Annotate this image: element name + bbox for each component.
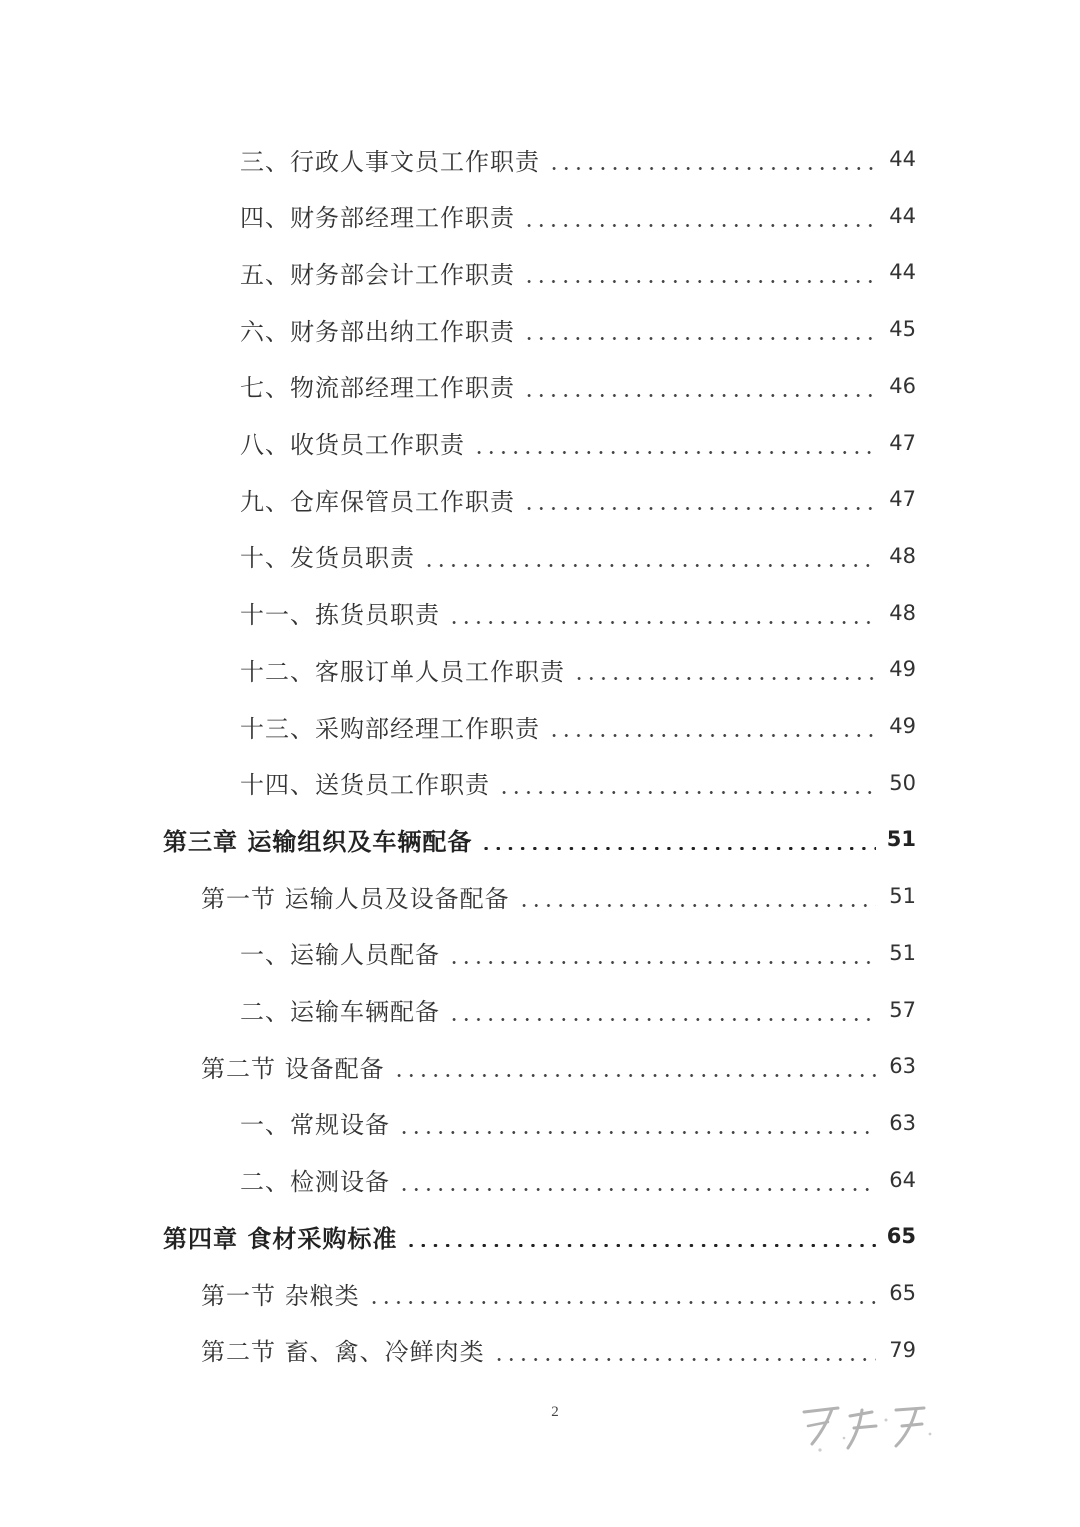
dot-leader	[523, 358, 876, 414]
toc-entry-title: 十三、采购部经理工作职责	[240, 714, 540, 743]
toc-entry[interactable]	[240, 925, 916, 981]
dot-leader	[368, 1265, 876, 1321]
toc-entry[interactable]	[240, 585, 916, 641]
dot-leader	[493, 1322, 876, 1378]
dot-leader	[448, 585, 876, 641]
toc-chapter-entry[interactable]	[163, 811, 916, 867]
dot-leader	[523, 471, 876, 527]
toc-section-entry[interactable]	[201, 1038, 916, 1094]
toc-entry-page: 79	[889, 1337, 916, 1362]
dot-leader	[548, 698, 876, 754]
toc-entry[interactable]	[240, 1095, 916, 1151]
toc-entry[interactable]	[240, 755, 916, 811]
toc-entry-title: 第三章 运输组织及车辆配备	[163, 826, 473, 856]
dot-leader	[498, 755, 876, 811]
toc-entry-title: 一、运输人员配备	[240, 941, 440, 970]
toc-entry-page: 51	[889, 940, 916, 965]
toc-entry-title: 第一节 杂粮类	[201, 1281, 360, 1310]
dot-leader	[573, 641, 876, 697]
page-number: 2	[551, 1404, 559, 1420]
toc-chapter-entry[interactable]	[163, 1208, 916, 1264]
toc-section-entry[interactable]	[201, 1265, 916, 1321]
toc-entry-page: 44	[889, 203, 916, 228]
toc-entry-page: 46	[889, 373, 916, 398]
toc-entry[interactable]	[240, 471, 916, 527]
toc-entry-page: 47	[889, 430, 916, 455]
toc-entry-page: 49	[889, 714, 916, 738]
dot-leader	[448, 925, 876, 981]
toc-entry-title: 一、常规设备	[240, 1111, 390, 1140]
dot-leader	[398, 1152, 876, 1208]
dot-leader	[523, 244, 876, 300]
toc-entry[interactable]	[240, 528, 916, 584]
toc-entry-title: 八、收货员工作职责	[240, 431, 465, 459]
dot-leader	[398, 1095, 876, 1151]
toc-entry-title: 四、财务部经理工作职责	[240, 204, 515, 233]
toc-entry[interactable]	[240, 982, 916, 1038]
dot-leader	[405, 1208, 876, 1264]
dot-leader	[518, 868, 876, 924]
toc-entry[interactable]	[240, 358, 916, 414]
toc-entry-page: 49	[889, 657, 916, 682]
toc-entry-page: 51	[886, 827, 916, 852]
toc-entry-title: 十、发货员职责	[240, 544, 415, 573]
toc-entry-title: 六、财务部出纳工作职责	[240, 317, 515, 346]
toc-entry-page: 44	[889, 260, 916, 285]
dot-leader	[473, 415, 876, 471]
dot-leader	[393, 1038, 876, 1094]
toc-entry-page: 57	[889, 997, 916, 1022]
dot-leader	[523, 188, 876, 244]
toc-entry-title: 三、行政人事文员工作职责	[240, 147, 540, 176]
toc-entry-page: 63	[889, 1110, 916, 1135]
toc-entry-page: 45	[889, 317, 916, 342]
toc-section-entry[interactable]	[201, 1322, 916, 1378]
toc-entry-page: 64	[889, 1167, 916, 1192]
toc-entry-title: 第四章 食材采购标准	[163, 1223, 398, 1253]
toc-entry-title: 十二、客服订单人员工作职责	[240, 657, 565, 686]
watermark-logo	[798, 1398, 938, 1456]
toc-entry-title: 第一节 运输人员及设备配备	[201, 884, 510, 913]
toc-entry[interactable]	[240, 415, 916, 471]
dot-leader	[423, 528, 876, 584]
toc-entry-title: 五、财务部会计工作职责	[240, 260, 515, 289]
toc-entry-title: 十一、拣货员职责	[240, 601, 440, 630]
toc-entry-title: 九、仓库保管员工作职责	[240, 487, 515, 516]
toc-entry-page: 44	[889, 147, 916, 171]
dot-leader	[523, 301, 876, 357]
dot-leader	[448, 982, 876, 1038]
toc-entry-title: 第二节 设备配备	[201, 1054, 385, 1083]
dot-leader	[480, 811, 876, 867]
toc-section-entry[interactable]	[201, 868, 916, 924]
toc-entry-page: 65	[886, 1224, 916, 1249]
toc-entry-title: 十四、送货员工作职责	[240, 771, 490, 800]
toc-entry-title: 二、检测设备	[240, 1168, 390, 1197]
toc-entry[interactable]	[240, 1152, 916, 1208]
toc-entry-page: 51	[889, 884, 916, 909]
toc-entry-title: 第二节 畜、禽、冷鲜肉类	[201, 1338, 485, 1367]
toc-entry-page: 47	[889, 487, 916, 512]
toc-entry[interactable]	[240, 188, 916, 244]
toc-entry[interactable]	[240, 641, 916, 697]
toc-entry[interactable]	[240, 698, 916, 754]
toc-entry[interactable]	[240, 131, 916, 187]
toc-entry[interactable]	[240, 301, 916, 357]
toc-entry-title: 七、物流部经理工作职责	[240, 374, 515, 403]
toc-entry-page: 48	[889, 543, 916, 568]
toc-entry-page: 65	[889, 1281, 916, 1305]
toc-entry-page: 48	[889, 600, 916, 625]
toc-entry-page: 50	[889, 770, 916, 795]
toc-entry[interactable]	[240, 244, 916, 300]
toc-entry-page: 63	[889, 1054, 916, 1079]
toc-entry-title: 二、运输车辆配备	[240, 998, 440, 1026]
dot-leader	[548, 131, 876, 187]
